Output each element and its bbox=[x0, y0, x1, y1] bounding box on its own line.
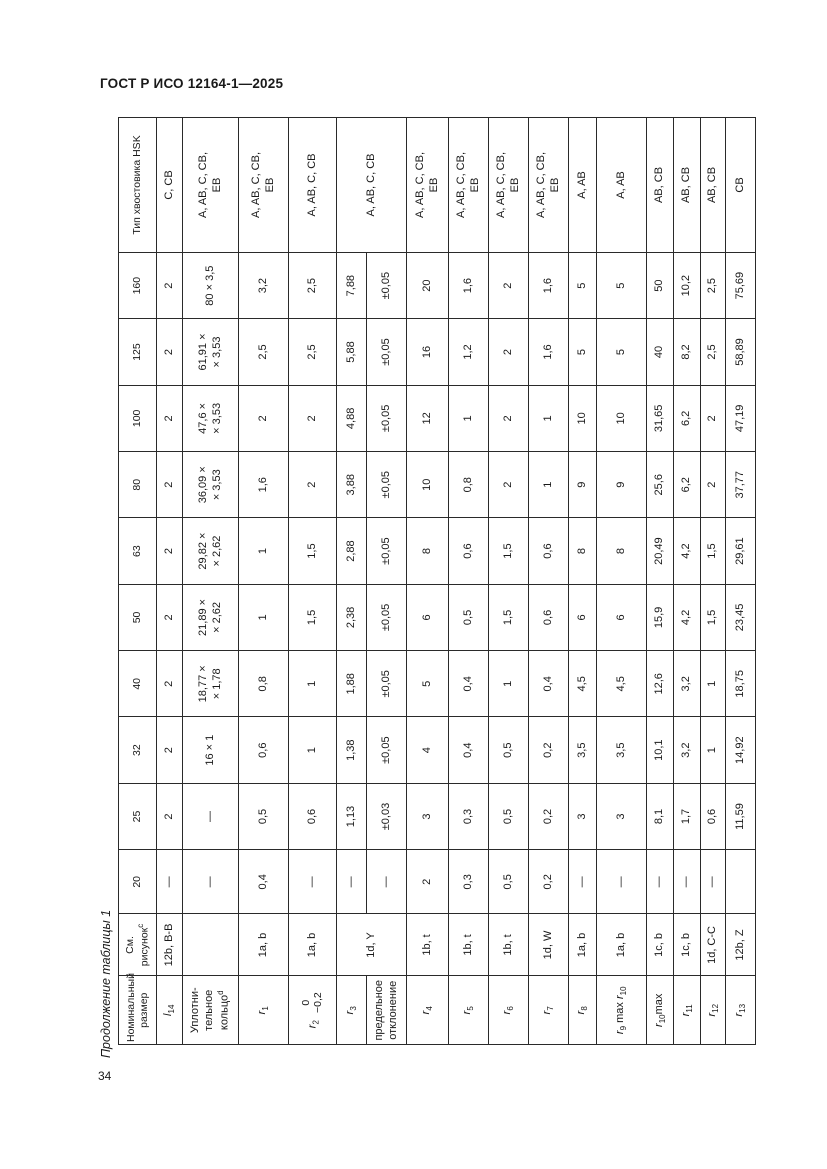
value-cell: 0,6 bbox=[239, 717, 289, 783]
value-cell: 2 bbox=[701, 452, 726, 518]
figure-ref: 1d, C-C bbox=[701, 914, 726, 976]
table-row bbox=[569, 118, 597, 1045]
symbol-index: 7 bbox=[546, 1006, 556, 1011]
symbol-index: 5 bbox=[466, 1006, 476, 1011]
shank-type-cell: AB, CB bbox=[701, 118, 726, 253]
figure-ref bbox=[183, 914, 239, 976]
symbol-index: 12 bbox=[710, 1003, 720, 1013]
value-cell: 1,6 bbox=[449, 252, 489, 318]
value-cell: 1 bbox=[489, 651, 529, 717]
value-cell: 10,2 bbox=[674, 252, 701, 318]
symbol: r bbox=[652, 1023, 665, 1027]
row-label bbox=[597, 976, 647, 1045]
value-cell: 0,5 bbox=[489, 783, 529, 849]
shank-type-cell: A, AB, C, CB, EB bbox=[183, 118, 239, 253]
value-cell: ±0,05 bbox=[367, 717, 407, 783]
header-size: 125 bbox=[119, 319, 157, 385]
value-cell: 1 bbox=[529, 452, 569, 518]
value-cell: — bbox=[701, 850, 726, 914]
value-cell: 2 bbox=[157, 319, 183, 385]
row-label bbox=[489, 976, 529, 1045]
value-cell: 4,2 bbox=[674, 518, 701, 584]
symbol-index: 1 bbox=[261, 1006, 271, 1011]
row-label bbox=[701, 976, 726, 1045]
value-cell: 15,9 bbox=[647, 584, 674, 650]
symbol: r bbox=[614, 995, 627, 1000]
value-cell: 40 bbox=[647, 319, 674, 385]
symbol: l bbox=[162, 1013, 175, 1016]
row-label bbox=[157, 976, 183, 1045]
symbol-index: 14 bbox=[167, 1004, 177, 1014]
symbol: r bbox=[679, 1012, 692, 1017]
value-cell: 0,3 bbox=[449, 850, 489, 914]
symbol: r bbox=[705, 1012, 718, 1017]
value-cell: — bbox=[289, 850, 337, 914]
value-cell: 2 bbox=[157, 783, 183, 849]
value-cell: 4 bbox=[407, 717, 449, 783]
figure-ref: 1c, b bbox=[647, 914, 674, 976]
value-cell: 0,8 bbox=[239, 651, 289, 717]
symbol-index: 10 bbox=[619, 986, 629, 996]
table-row bbox=[407, 118, 449, 1045]
value-cell: 1,88 bbox=[337, 651, 367, 717]
table-row bbox=[289, 118, 337, 1045]
value-cell: 2 bbox=[407, 850, 449, 914]
header-size: 40 bbox=[119, 651, 157, 717]
value-cell: 47,6 × × 3,53 bbox=[183, 385, 239, 451]
value-cell: 1,38 bbox=[337, 717, 367, 783]
table-row bbox=[597, 118, 647, 1045]
row-label bbox=[449, 976, 489, 1045]
symbol-index: 2 bbox=[311, 1020, 321, 1025]
header-size: 32 bbox=[119, 717, 157, 783]
value-cell: 3 bbox=[597, 783, 647, 849]
shank-type-cell: A, AB, C, CB, EB bbox=[239, 118, 289, 253]
table-row bbox=[489, 118, 529, 1045]
value-cell: 5,88 bbox=[337, 319, 367, 385]
value-cell: 2 bbox=[157, 518, 183, 584]
tolerance-group bbox=[301, 992, 324, 1013]
table-row bbox=[449, 118, 489, 1045]
value-cell: 2 bbox=[701, 385, 726, 451]
value-cell: 20 bbox=[407, 252, 449, 318]
row-label bbox=[289, 976, 337, 1045]
seal-ring-label: Уплотни- тельное кольцо bbox=[189, 987, 231, 1034]
figure-ref: 1b, t bbox=[449, 914, 489, 976]
value-cell: 47,19 bbox=[726, 385, 756, 451]
figure-ref: 1a, b bbox=[239, 914, 289, 976]
value-cell: — bbox=[157, 850, 183, 914]
header-size: 100 bbox=[119, 385, 157, 451]
figure-ref: 1b, t bbox=[407, 914, 449, 976]
value-cell: 9 bbox=[597, 452, 647, 518]
value-cell: 6,2 bbox=[674, 385, 701, 451]
header-shank-type: Тип хвостовика HSK bbox=[119, 118, 157, 253]
value-cell: 3,88 bbox=[337, 452, 367, 518]
value-cell: 1,5 bbox=[701, 518, 726, 584]
value-cell: 0,4 bbox=[529, 651, 569, 717]
value-cell: 0,3 bbox=[449, 783, 489, 849]
value-cell: 1,13 bbox=[337, 783, 367, 849]
see-figure-text: См. рисунок bbox=[123, 927, 151, 967]
value-cell: 0,5 bbox=[489, 717, 529, 783]
value-cell: 20,49 bbox=[647, 518, 674, 584]
header-size: 63 bbox=[119, 518, 157, 584]
table-row bbox=[647, 118, 674, 1045]
value-cell: 0,4 bbox=[239, 850, 289, 914]
value-cell: 29,82 × × 2,62 bbox=[183, 518, 239, 584]
value-cell: 3 bbox=[569, 783, 597, 849]
symbol-index: 4 bbox=[425, 1006, 435, 1011]
value-cell: 2,5 bbox=[289, 319, 337, 385]
symbol-index: 13 bbox=[738, 1003, 748, 1013]
value-cell: 11,59 bbox=[726, 783, 756, 849]
page-number: 34 bbox=[98, 1069, 112, 1083]
header-row bbox=[119, 118, 157, 1045]
symbol: r bbox=[461, 1010, 474, 1015]
value-cell: ±0,05 bbox=[367, 319, 407, 385]
value-cell: 3,5 bbox=[569, 717, 597, 783]
value-cell: 0,4 bbox=[449, 717, 489, 783]
symbol: r bbox=[420, 1010, 433, 1015]
figure-ref: 1c, b bbox=[674, 914, 701, 976]
row-label bbox=[529, 976, 569, 1045]
value-cell: 5 bbox=[407, 651, 449, 717]
value-cell: 7,88 bbox=[337, 252, 367, 318]
value-cell: ±0,05 bbox=[367, 584, 407, 650]
value-cell: 10 bbox=[569, 385, 597, 451]
value-cell: 1,5 bbox=[701, 584, 726, 650]
value-cell: 2,5 bbox=[289, 252, 337, 318]
header-size: 80 bbox=[119, 452, 157, 518]
value-cell: — bbox=[647, 850, 674, 914]
value-cell: 8 bbox=[569, 518, 597, 584]
value-cell: 1 bbox=[449, 385, 489, 451]
value-cell: 2,5 bbox=[239, 319, 289, 385]
value-cell: 1 bbox=[239, 584, 289, 650]
value-cell: ±0,05 bbox=[367, 651, 407, 717]
value-cell bbox=[726, 850, 756, 914]
shank-type-cell: A, AB, C, CB, EB bbox=[449, 118, 489, 253]
value-cell: 8 bbox=[407, 518, 449, 584]
symbol: r bbox=[306, 1024, 319, 1029]
value-cell: 1,5 bbox=[489, 518, 529, 584]
value-cell: 10 bbox=[407, 452, 449, 518]
symbol-index: 6 bbox=[506, 1006, 516, 1011]
shank-type-cell: A, AB, C, CB, EB bbox=[489, 118, 529, 253]
value-cell: 37,77 bbox=[726, 452, 756, 518]
figure-ref: 1a, b bbox=[289, 914, 337, 976]
value-cell: 10 bbox=[597, 385, 647, 451]
figure-ref: 1d, W bbox=[529, 914, 569, 976]
value-cell: 2 bbox=[489, 319, 529, 385]
tolerance-lower: −0,2 bbox=[311, 992, 324, 1014]
value-cell: — bbox=[337, 850, 367, 914]
row-label bbox=[726, 976, 756, 1045]
footnote-mark: c bbox=[136, 923, 146, 928]
tolerance-upper: 0 bbox=[299, 999, 312, 1006]
value-cell: 29,61 bbox=[726, 518, 756, 584]
shank-type-cell: A, AB, C, CB bbox=[289, 118, 337, 253]
value-cell: 2 bbox=[489, 385, 529, 451]
value-cell: 2 bbox=[157, 717, 183, 783]
value-cell: 0,5 bbox=[239, 783, 289, 849]
value-cell: 1 bbox=[289, 651, 337, 717]
table-row bbox=[239, 118, 289, 1045]
value-cell: 1,6 bbox=[529, 252, 569, 318]
value-cell: 1,6 bbox=[239, 452, 289, 518]
shank-type-cell: C, CB bbox=[157, 118, 183, 253]
value-cell: 2 bbox=[157, 584, 183, 650]
value-cell: 5 bbox=[597, 319, 647, 385]
header-see-figure bbox=[119, 914, 157, 976]
table-row bbox=[183, 118, 239, 1045]
document-header: ГОСТ Р ИСО 12164-1—2025 bbox=[100, 76, 284, 91]
table-row bbox=[367, 118, 407, 1045]
value-cell: 3,5 bbox=[597, 717, 647, 783]
value-cell: 18,75 bbox=[726, 651, 756, 717]
value-cell: — bbox=[597, 850, 647, 914]
value-cell: 6 bbox=[407, 584, 449, 650]
value-cell: 80 × 3,5 bbox=[183, 252, 239, 318]
value-cell: 2 bbox=[239, 385, 289, 451]
value-cell: 2,38 bbox=[337, 584, 367, 650]
value-cell: 0,6 bbox=[529, 584, 569, 650]
value-cell: 8,1 bbox=[647, 783, 674, 849]
symbol: r bbox=[575, 1010, 588, 1015]
value-cell: 1,5 bbox=[289, 518, 337, 584]
value-cell: 2,5 bbox=[701, 252, 726, 318]
value-cell: — bbox=[367, 850, 407, 914]
header-size: 20 bbox=[119, 850, 157, 914]
value-cell: ±0,05 bbox=[367, 518, 407, 584]
value-cell: 50 bbox=[647, 252, 674, 318]
row-label bbox=[647, 976, 674, 1045]
value-cell: 2,5 bbox=[701, 319, 726, 385]
shank-type-cell: A, AB, C, CB bbox=[337, 118, 407, 253]
symbol: r bbox=[541, 1010, 554, 1015]
value-cell: 6,2 bbox=[674, 452, 701, 518]
shank-type-cell: A, AB, C, CB, EB bbox=[407, 118, 449, 253]
figure-ref: 12b, Z bbox=[726, 914, 756, 976]
shank-type-cell: A, AB bbox=[569, 118, 597, 253]
footnote-mark: d bbox=[215, 990, 225, 995]
value-cell: — bbox=[569, 850, 597, 914]
table-row bbox=[157, 118, 183, 1045]
row-label bbox=[569, 976, 597, 1045]
value-cell: 4,88 bbox=[337, 385, 367, 451]
symbol: r bbox=[344, 1010, 357, 1015]
value-cell: 3,2 bbox=[239, 252, 289, 318]
value-cell: ±0,05 bbox=[367, 252, 407, 318]
row-label bbox=[337, 976, 367, 1045]
value-cell: 0,6 bbox=[529, 518, 569, 584]
value-cell: — bbox=[183, 783, 239, 849]
value-cell: 1 bbox=[529, 385, 569, 451]
row-label bbox=[674, 976, 701, 1045]
row-label bbox=[183, 976, 239, 1045]
value-cell: 2 bbox=[489, 452, 529, 518]
shank-type-cell: CB bbox=[726, 118, 756, 253]
value-cell: 1,7 bbox=[674, 783, 701, 849]
value-cell: 8,2 bbox=[674, 319, 701, 385]
value-cell: ±0,03 bbox=[367, 783, 407, 849]
value-cell: 12 bbox=[407, 385, 449, 451]
value-cell: 8 bbox=[597, 518, 647, 584]
shank-type-cell: AB, CB bbox=[674, 118, 701, 253]
symbol: r bbox=[256, 1010, 269, 1015]
value-cell: 9 bbox=[569, 452, 597, 518]
table-row bbox=[701, 118, 726, 1045]
value-cell: 2 bbox=[289, 452, 337, 518]
dimensions-table bbox=[118, 117, 756, 1045]
value-cell: 5 bbox=[597, 252, 647, 318]
symbol-index: 9 bbox=[619, 1025, 629, 1031]
symbol-index: 8 bbox=[580, 1006, 590, 1011]
value-cell: 0,4 bbox=[449, 651, 489, 717]
value-cell: — bbox=[674, 850, 701, 914]
value-cell: 21,89 × × 2,62 bbox=[183, 584, 239, 650]
symbol: r bbox=[614, 1030, 627, 1035]
value-cell: 18,77 × × 1,78 bbox=[183, 651, 239, 717]
dimensions-table-container bbox=[118, 117, 748, 1045]
row-label: предельное отклонение bbox=[367, 976, 407, 1045]
row-label bbox=[407, 976, 449, 1045]
value-cell: 0,5 bbox=[449, 584, 489, 650]
value-cell: 2 bbox=[489, 252, 529, 318]
header-size: 25 bbox=[119, 783, 157, 849]
value-cell: 1 bbox=[289, 717, 337, 783]
header-size: 50 bbox=[119, 584, 157, 650]
value-cell: 0,2 bbox=[529, 783, 569, 849]
value-cell: 16 bbox=[407, 319, 449, 385]
value-cell: 0,2 bbox=[529, 717, 569, 783]
value-cell: 0,8 bbox=[449, 452, 489, 518]
value-cell: 75,69 bbox=[726, 252, 756, 318]
figure-ref: 1b, t bbox=[489, 914, 529, 976]
figure-ref: 1d, Y bbox=[337, 914, 407, 976]
shank-type-cell: A, AB, C, CB, EB bbox=[529, 118, 569, 253]
table-row bbox=[337, 118, 367, 1045]
value-cell: 25,6 bbox=[647, 452, 674, 518]
value-cell: — bbox=[183, 850, 239, 914]
value-cell: ±0,05 bbox=[367, 452, 407, 518]
header-nominal-size: Номинальный размер bbox=[119, 976, 157, 1045]
value-cell: 3 bbox=[407, 783, 449, 849]
value-cell: 2,88 bbox=[337, 518, 367, 584]
value-cell: 61,91 × × 3,53 bbox=[183, 319, 239, 385]
table-row bbox=[674, 118, 701, 1045]
value-cell: 10,1 bbox=[647, 717, 674, 783]
value-cell: 31,65 bbox=[647, 385, 674, 451]
symbol: r bbox=[733, 1012, 746, 1017]
value-cell: 3,2 bbox=[674, 717, 701, 783]
value-cell: 12,6 bbox=[647, 651, 674, 717]
value-cell: 6 bbox=[569, 584, 597, 650]
max-label: max bbox=[614, 1002, 627, 1023]
value-cell: 0,6 bbox=[449, 518, 489, 584]
shank-type-cell: A, AB bbox=[597, 118, 647, 253]
value-cell: 4,5 bbox=[597, 651, 647, 717]
value-cell: 6 bbox=[597, 584, 647, 650]
value-cell: 0,5 bbox=[489, 850, 529, 914]
value-cell: 1,5 bbox=[289, 584, 337, 650]
symbol-index: 11 bbox=[684, 1004, 694, 1013]
symbol-index: 10 bbox=[657, 1014, 667, 1024]
symbol-index: 3 bbox=[349, 1006, 359, 1011]
value-cell: 2 bbox=[289, 385, 337, 451]
table-row bbox=[529, 118, 569, 1045]
figure-ref: 1a, b bbox=[597, 914, 647, 976]
table-row bbox=[726, 118, 756, 1045]
value-cell: 2 bbox=[157, 651, 183, 717]
value-cell: 1 bbox=[701, 717, 726, 783]
value-cell: 16 × 1 bbox=[183, 717, 239, 783]
value-cell: 0,2 bbox=[529, 850, 569, 914]
value-cell: 1 bbox=[239, 518, 289, 584]
value-cell: 0,6 bbox=[701, 783, 726, 849]
value-cell: 4,5 bbox=[569, 651, 597, 717]
value-cell: 23,45 bbox=[726, 584, 756, 650]
figure-ref: 12b, B-B bbox=[157, 914, 183, 976]
figure-ref: 1a, b bbox=[569, 914, 597, 976]
shank-type-cell: AB, CB bbox=[647, 118, 674, 253]
value-cell: 1,5 bbox=[489, 584, 529, 650]
value-cell: 5 bbox=[569, 319, 597, 385]
value-cell: 4,2 bbox=[674, 584, 701, 650]
value-cell: 58,89 bbox=[726, 319, 756, 385]
value-cell: ±0,05 bbox=[367, 385, 407, 451]
value-cell: 36,09 × × 3,53 bbox=[183, 452, 239, 518]
symbol: r bbox=[501, 1010, 514, 1015]
value-cell: 5 bbox=[569, 252, 597, 318]
row-label bbox=[239, 976, 289, 1045]
value-cell: 0,6 bbox=[289, 783, 337, 849]
value-cell: 2 bbox=[157, 452, 183, 518]
value-cell: 1,6 bbox=[529, 319, 569, 385]
value-cell: 2 bbox=[157, 385, 183, 451]
value-cell: 1,2 bbox=[449, 319, 489, 385]
header-size: 160 bbox=[119, 252, 157, 318]
value-cell: 3,2 bbox=[674, 651, 701, 717]
max-label: max bbox=[652, 993, 665, 1015]
value-cell: 1 bbox=[701, 651, 726, 717]
value-cell: 14,92 bbox=[726, 717, 756, 783]
value-cell: 2 bbox=[157, 252, 183, 318]
table-caption: Продолжение таблицы 1 bbox=[99, 909, 113, 1058]
